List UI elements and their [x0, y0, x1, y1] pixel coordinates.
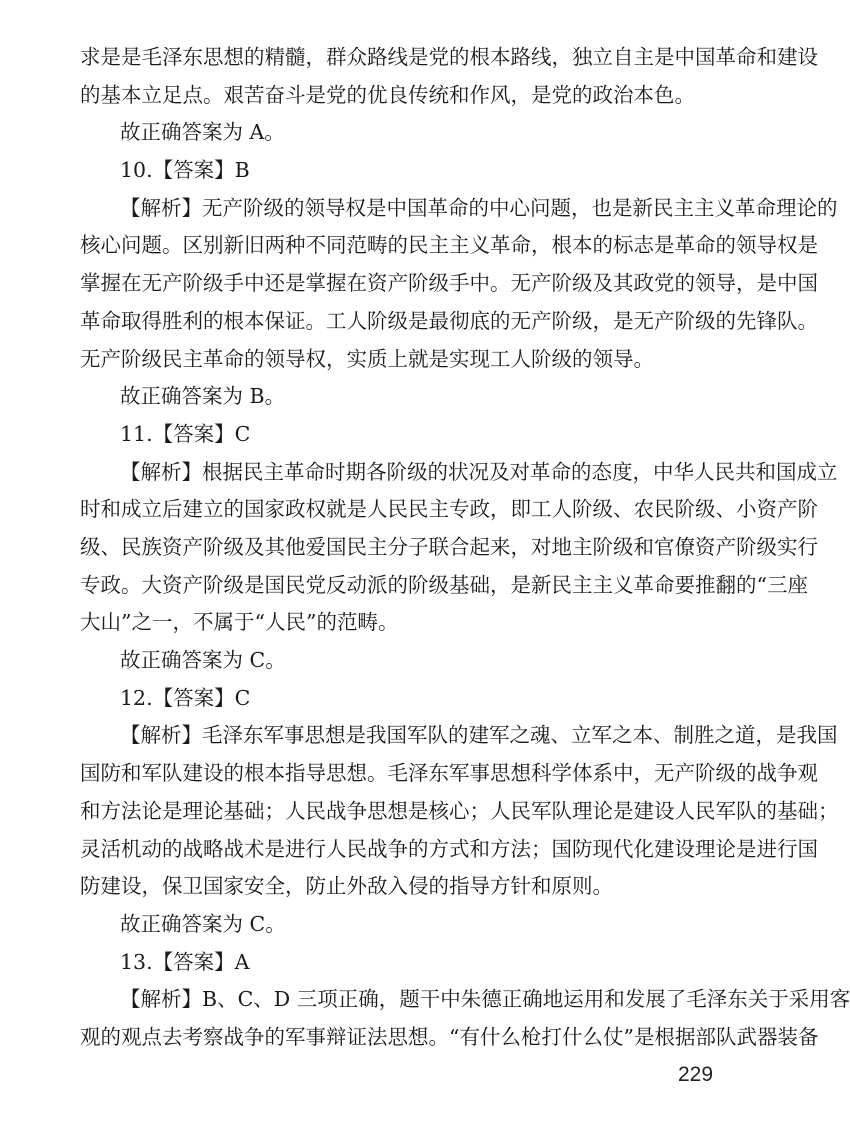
analysis-line: 【解析】B、C、D 三项正确，题干中朱德正确地运用和发展了毛泽东关于采用客 [120, 987, 850, 1011]
text-line: 级、民族资产阶级及其他爱国民主分子联合起来，对地主阶级和官僚资产阶级实行 [80, 535, 818, 559]
question-answer-heading: 12.【答案】C [120, 686, 251, 710]
text-line: 核心问题。区别新旧两种不同范畴的民主主义革命，根本的标志是革命的领导权是 [80, 233, 818, 257]
analysis-line: 【解析】无产阶级的领导权是中国革命的中心问题，也是新民主主义革命理论的 [120, 196, 838, 220]
question-answer-heading: 10.【答案】B [120, 158, 250, 182]
analysis-line: 【解析】毛泽东军事思想是我国军队的建军之魂、立军之本、制胜之道，是我国 [120, 723, 838, 747]
text-line: 时和成立后建立的国家政权就是人民民主专政，即工人阶级、农民阶级、小资产阶 [80, 497, 818, 521]
text-line: 大山”之一，不属于“人民”的范畴。 [80, 610, 399, 634]
text-line: 无产阶级民主革命的领导权，实质上就是实现工人阶级的领导。 [80, 347, 654, 371]
text-line: 的基本立足点。艰苦奋斗是党的优良传统和作风，是党的政治本色。 [80, 83, 695, 107]
answer-statement: 故正确答案为 C。 [120, 648, 286, 672]
text-line: 国防和军队建设的根本指导思想。毛泽东军事思想科学体系中，无产阶级的战争观 [80, 761, 818, 785]
text-line: 灵活机动的战略战术是进行人民战争的方式和方法；国防现代化建设理论是进行国 [80, 837, 818, 861]
text-line: 革命取得胜利的根本保证。工人阶级是最彻底的无产阶级，是无产阶级的先锋队。 [80, 309, 818, 333]
answer-statement: 故正确答案为 A。 [120, 120, 285, 144]
text-line: 观的观点去考察战争的军事辩证法思想。“有什么枪打什么仗”是根据部队武器装备 [80, 1025, 819, 1049]
page-number: 229 [678, 1063, 714, 1086]
analysis-line: 【解析】根据民主革命时期各阶级的状况及对革命的态度，中华人民共和国成立 [120, 460, 838, 484]
question-answer-heading: 11.【答案】C [120, 422, 251, 446]
answer-statement: 故正确答案为 B。 [120, 384, 286, 408]
text-line: 掌握在无产阶级手中还是掌握在资产阶级手中。无产阶级及其政党的领导，是中国 [80, 271, 818, 295]
text-line: 专政。大资产阶级是国民党反动派的阶级基础，是新民主主义革命要推翻的“三座 [80, 573, 808, 597]
text-line: 防建设，保卫国家安全，防止外敌入侵的指导方针和原则。 [80, 874, 613, 898]
answer-statement: 故正确答案为 C。 [120, 912, 286, 936]
question-answer-heading: 13.【答案】A [120, 950, 250, 974]
text-line: 求是是毛泽东思想的精髓，群众路线是党的根本路线，独立自主是中国革命和建设 [80, 45, 818, 69]
text-line: 和方法论是理论基础；人民战争思想是核心；人民军队理论是建设人民军队的基础； [80, 799, 839, 823]
